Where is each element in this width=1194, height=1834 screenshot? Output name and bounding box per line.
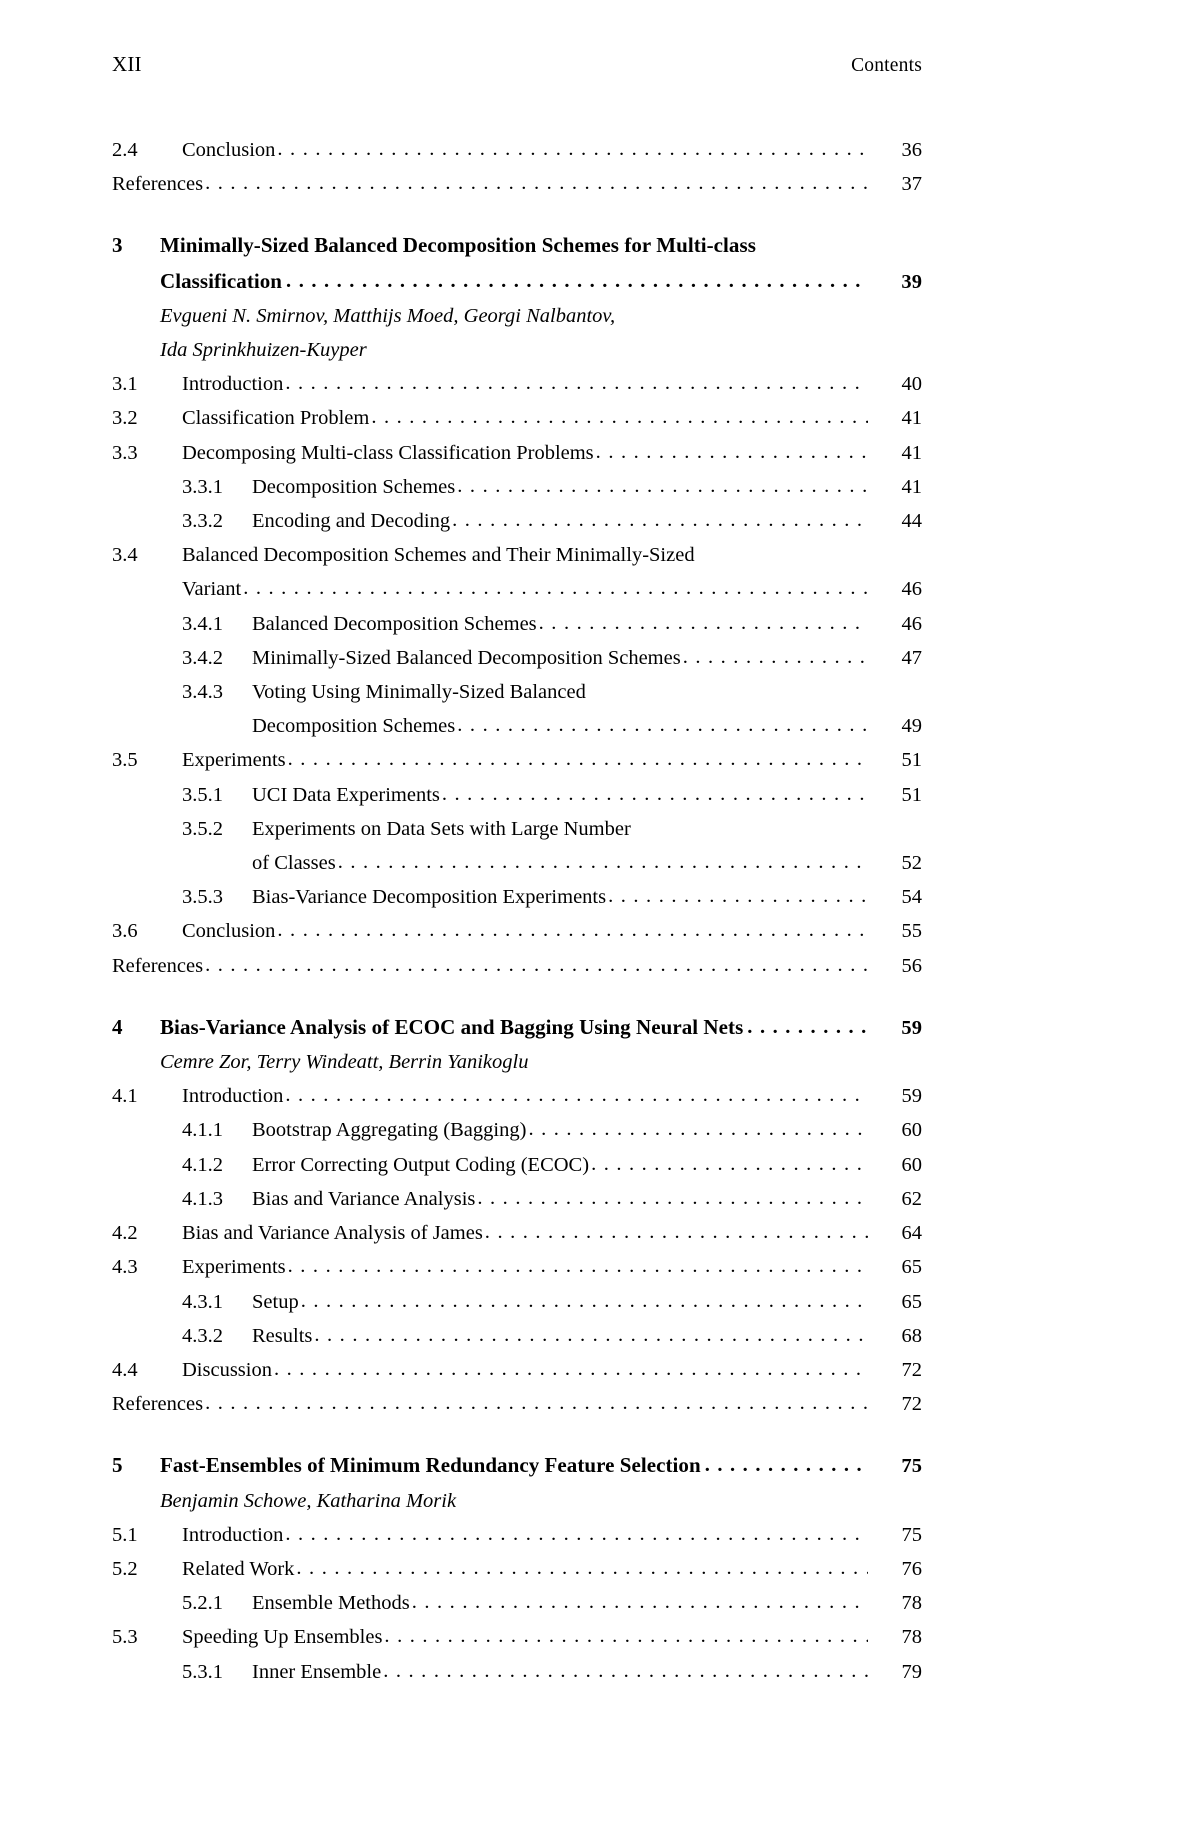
toc-dot-leader [485, 1215, 868, 1249]
toc-entry-label: Bias-Variance Decomposition Experiments [252, 886, 607, 909]
toc-entry-label: Introduction [182, 1085, 284, 1108]
toc-entry-label: Fast-Ensembles of Minimum Redundancy Feature Selection [160, 1453, 701, 1478]
toc-entry-continued[interactable] [112, 846, 922, 880]
toc-entry-label: Balanced Decomposition Schemes and Their Minimally-Sized [182, 544, 695, 567]
toc-section-entry[interactable] [112, 1655, 922, 1689]
toc-entry-number: 3.6 [112, 920, 138, 943]
toc-page-number: 47 [901, 646, 922, 669]
toc-chapter-entry-continued[interactable] [112, 264, 922, 299]
toc-page-number: 54 [901, 886, 922, 909]
chapter-authors: Cemre Zor, Terry Windeatt, Berrin Yanikoglu [160, 1051, 529, 1074]
toc-entry-label: Bias and Variance Analysis of James [182, 1222, 483, 1245]
toc-dot-leader [274, 1352, 868, 1386]
toc-dot-leader [683, 640, 868, 674]
toc-section-entry[interactable] [112, 778, 922, 812]
toc-page-number: 41 [901, 407, 922, 430]
toc-dot-leader [288, 1249, 868, 1283]
toc-entry-number: 4 [112, 1014, 123, 1039]
toc-entry-number: 3.5.2 [182, 817, 223, 840]
toc-page-number: 75 [901, 1523, 922, 1546]
toc-entry-label: Speeding Up Ensembles [182, 1626, 383, 1649]
toc-entry-number: 3.4.2 [182, 646, 223, 669]
toc-page-number: 41 [901, 441, 922, 464]
toc-entry-number: 3.4.1 [182, 612, 223, 635]
toc-entry-label: Experiments on Data Sets with Large Number [252, 817, 631, 840]
toc-page-number: 51 [901, 749, 922, 772]
toc-dot-leader [412, 1585, 868, 1619]
toc-entry-label: Related Work [182, 1557, 295, 1580]
toc-entry-number: 5.3.1 [182, 1660, 223, 1683]
toc-dot-leader [457, 708, 868, 742]
toc-entry-label: Experiments [182, 749, 286, 772]
toc-section-entry[interactable] [112, 504, 922, 538]
toc-entry-number: 5 [112, 1453, 123, 1478]
toc-page-number: 44 [901, 510, 922, 533]
chapter-authors: Benjamin Schowe, Katharina Morik [160, 1489, 457, 1512]
toc-dot-leader [296, 1551, 868, 1585]
toc-section-entry[interactable] [112, 1586, 922, 1620]
toc-entry-label: References [112, 1393, 204, 1416]
toc-section-entry[interactable] [112, 1113, 922, 1147]
toc-page-number: 46 [901, 612, 922, 635]
toc-page-number: 64 [901, 1222, 922, 1245]
toc-section-gap [112, 201, 922, 228]
toc-entry-label: Setup [252, 1290, 299, 1313]
toc-page-number: 56 [901, 954, 922, 977]
toc-entry-number: 4.1.2 [182, 1153, 223, 1176]
toc-entry-number: 2.4 [112, 139, 138, 161]
toc-page-number: 55 [901, 920, 922, 943]
toc-content [112, 52, 922, 1689]
toc-section-entry[interactable] [112, 1182, 922, 1216]
toc-dot-leader [383, 1654, 868, 1688]
toc-page-number: 72 [901, 1358, 922, 1381]
toc-entry-number: 5.2.1 [182, 1592, 223, 1615]
toc-entry-number: 3.5.1 [182, 783, 223, 806]
toc-page-number: 78 [901, 1626, 922, 1649]
toc-page-number: 79 [901, 1660, 922, 1683]
toc-chapter-entry[interactable] [112, 228, 922, 263]
toc-entry-label: Ensemble Methods [252, 1592, 410, 1615]
toc-dot-leader [301, 1284, 868, 1318]
toc-entry-label: UCI Data Experiments [252, 783, 440, 806]
toc-page-number: 59 [901, 1085, 922, 1108]
toc-entry-continued[interactable] [112, 709, 922, 743]
toc-section-entry[interactable] [112, 1079, 922, 1113]
toc-page-number: 39 [901, 270, 922, 293]
toc-section-entry[interactable] [112, 1620, 922, 1654]
toc-section-entry[interactable] [112, 401, 922, 435]
toc-entry-label: Minimally-Sized Balanced Decomposition Schemes for Multi-class [160, 233, 756, 258]
toc-dot-leader [285, 1517, 868, 1551]
toc-dot-leader [596, 435, 868, 469]
toc-entry-label: Results [252, 1324, 313, 1347]
toc-dot-leader [477, 1181, 868, 1215]
toc-page-number: 49 [901, 715, 922, 738]
toc-page-number: 72 [901, 1393, 922, 1416]
toc-section-entry[interactable] [112, 133, 922, 167]
toc-section-entry[interactable] [112, 367, 922, 401]
toc-entry-number: 3.5 [112, 749, 138, 772]
toc-section-entry[interactable] [112, 1250, 922, 1284]
toc-entry-number: 4.3.2 [182, 1324, 223, 1347]
toc-section-entry[interactable] [112, 914, 922, 948]
toc-dot-leader [277, 913, 868, 947]
toc-page-number: 37 [901, 173, 922, 196]
toc-section-entry[interactable] [112, 1552, 922, 1586]
toc-page-number: 65 [901, 1290, 922, 1313]
toc-page-number: 41 [901, 475, 922, 498]
toc-page-number: 52 [901, 852, 922, 875]
toc-page-number: 68 [901, 1324, 922, 1347]
toc-dot-leader [288, 742, 868, 776]
page-folio: XII [112, 52, 142, 76]
toc-dot-leader [747, 1009, 868, 1044]
toc-entry-label: Bias-Variance Analysis of ECOC and Bagging Using Neural Nets [160, 1014, 744, 1039]
toc-section-entry[interactable] [112, 743, 922, 777]
toc-section-entry[interactable] [112, 1518, 922, 1552]
toc-section-entry[interactable] [112, 607, 922, 641]
toc-dot-leader [205, 948, 868, 982]
toc-chapter-entry[interactable] [112, 1448, 922, 1483]
toc-entry-number: 4.1.1 [182, 1119, 223, 1142]
toc-entry-label: Minimally-Sized Balanced Decomposition Schemes [252, 646, 681, 669]
toc-entry-label: Inner Ensemble [252, 1660, 382, 1683]
toc-page-number: 51 [901, 783, 922, 806]
toc-section-entry[interactable] [112, 880, 922, 914]
toc-entry-number: 5.3 [112, 1626, 138, 1649]
toc-chapter-entry[interactable] [112, 1010, 922, 1045]
toc-page-number: 40 [901, 373, 922, 396]
toc-entry-label: Variant [182, 578, 242, 601]
toc-dot-leader [205, 166, 868, 200]
toc-entry-label: Introduction [182, 1523, 284, 1546]
toc-entry-label: Decomposition Schemes [252, 715, 456, 738]
toc-page-number: 75 [901, 1455, 922, 1478]
toc-entry-number: 5.2 [112, 1557, 138, 1580]
toc-entry-number: 5.1 [112, 1523, 138, 1546]
toc-entry-label: Voting Using Minimally-Sized Balanced [252, 681, 586, 704]
toc-section-entry[interactable] [112, 1319, 922, 1353]
toc-dot-leader [591, 1147, 868, 1181]
toc-entry-number: 3.2 [112, 407, 138, 430]
toc-section-entry[interactable] [112, 470, 922, 504]
toc-entry-number: 4.3 [112, 1256, 138, 1279]
toc-entry-number: 3.3.1 [182, 475, 223, 498]
toc-entry-number: 4.3.1 [182, 1290, 223, 1313]
toc-dot-leader [371, 400, 868, 434]
toc-entry-label: Balanced Decomposition Schemes [252, 612, 537, 635]
toc-dot-leader [452, 503, 868, 537]
toc-section-entry[interactable] [112, 812, 922, 846]
toc-entry-label: Bootstrap Aggregating (Bagging) [252, 1119, 527, 1142]
toc-entry-label: Conclusion [182, 920, 276, 943]
toc-section-entry[interactable] [112, 1285, 922, 1319]
toc-entry-list [112, 133, 922, 1689]
toc-entry-label: Decomposition Schemes [252, 475, 456, 498]
running-head-title: Contents [851, 55, 922, 76]
toc-page-number: 60 [901, 1119, 922, 1142]
toc-entry-label: References [112, 173, 204, 196]
toc-dot-leader [205, 1386, 868, 1420]
toc-page-number: 60 [901, 1153, 922, 1176]
toc-dot-leader [442, 777, 868, 811]
toc-dot-leader [285, 366, 868, 400]
toc-references-entry[interactable] [112, 1387, 922, 1421]
toc-references-entry[interactable] [112, 949, 922, 983]
chapter-authors: Evgueni N. Smirnov, Matthijs Moed, Georgi Nalbantov, [160, 304, 616, 327]
toc-section-entry[interactable] [112, 1148, 922, 1182]
toc-entry-label: Classification [160, 268, 283, 293]
toc-dot-leader [285, 1078, 868, 1112]
toc-dot-leader [314, 1318, 868, 1352]
toc-entry-number: 3.3 [112, 441, 138, 464]
toc-entry-label: Introduction [182, 373, 284, 396]
toc-dot-leader [705, 1447, 868, 1482]
running-head [112, 52, 922, 77]
toc-entry-label: Error Correcting Output Coding (ECOC) [252, 1153, 590, 1176]
toc-dot-leader [384, 1619, 868, 1653]
toc-dot-leader [528, 1112, 868, 1146]
toc-entry-label: Encoding and Decoding [252, 510, 451, 533]
toc-entry-number: 4.2 [112, 1222, 138, 1245]
toc-section-entry[interactable] [112, 641, 922, 675]
toc-entry-number: 3.3.2 [182, 510, 223, 533]
toc-page-number: 62 [901, 1187, 922, 1210]
toc-references-entry[interactable] [112, 167, 922, 201]
toc-entry-label: References [112, 954, 204, 977]
toc-entry-number: 3.5.3 [182, 886, 223, 909]
toc-entry-number: 4.1 [112, 1085, 138, 1108]
toc-section-gap [112, 1421, 922, 1448]
toc-dot-leader [608, 879, 868, 913]
toc-entry-number: 4.4 [112, 1358, 138, 1381]
toc-entry-number: 4.1.3 [182, 1187, 223, 1210]
toc-page-number: 78 [901, 1592, 922, 1615]
toc-entry-label: Experiments [182, 1256, 286, 1279]
toc-page-number: 76 [901, 1557, 922, 1580]
toc-entry-label: Conclusion [182, 139, 276, 161]
toc-entry-label: Bias and Variance Analysis [252, 1187, 476, 1210]
toc-entry-label: Discussion [182, 1358, 272, 1381]
toc-dot-leader [286, 263, 868, 298]
toc-dot-leader [277, 132, 868, 166]
toc-entry-label: of Classes [252, 852, 336, 875]
toc-section-entry[interactable] [112, 436, 922, 470]
toc-section-entry[interactable] [112, 1353, 922, 1387]
toc-page-number: 65 [901, 1256, 922, 1279]
toc-dot-leader [243, 571, 868, 605]
chapter-authors: Ida Sprinkhuizen-Kuyper [160, 339, 367, 362]
toc-section-entry[interactable] [112, 538, 922, 572]
toc-entry-continued[interactable] [112, 572, 922, 606]
toc-entry-number: 3.4 [112, 544, 138, 567]
toc-dot-leader [539, 606, 868, 640]
toc-page-number: 36 [901, 139, 922, 161]
toc-page-number: 59 [901, 1016, 922, 1039]
toc-entry-number: 3 [112, 233, 123, 258]
toc-section-entry[interactable] [112, 675, 922, 709]
toc-section-gap [112, 983, 922, 1010]
toc-entry-number: 3.4.3 [182, 681, 223, 704]
toc-section-entry[interactable] [112, 1216, 922, 1250]
toc-page-number: 46 [901, 578, 922, 601]
toc-entry-label: Decomposing Multi-class Classification Problems [182, 441, 594, 464]
toc-dot-leader [338, 845, 868, 879]
toc-entry-label: Classification Problem [182, 407, 370, 430]
toc-dot-leader [457, 469, 868, 503]
toc-entry-number: 3.1 [112, 373, 138, 396]
